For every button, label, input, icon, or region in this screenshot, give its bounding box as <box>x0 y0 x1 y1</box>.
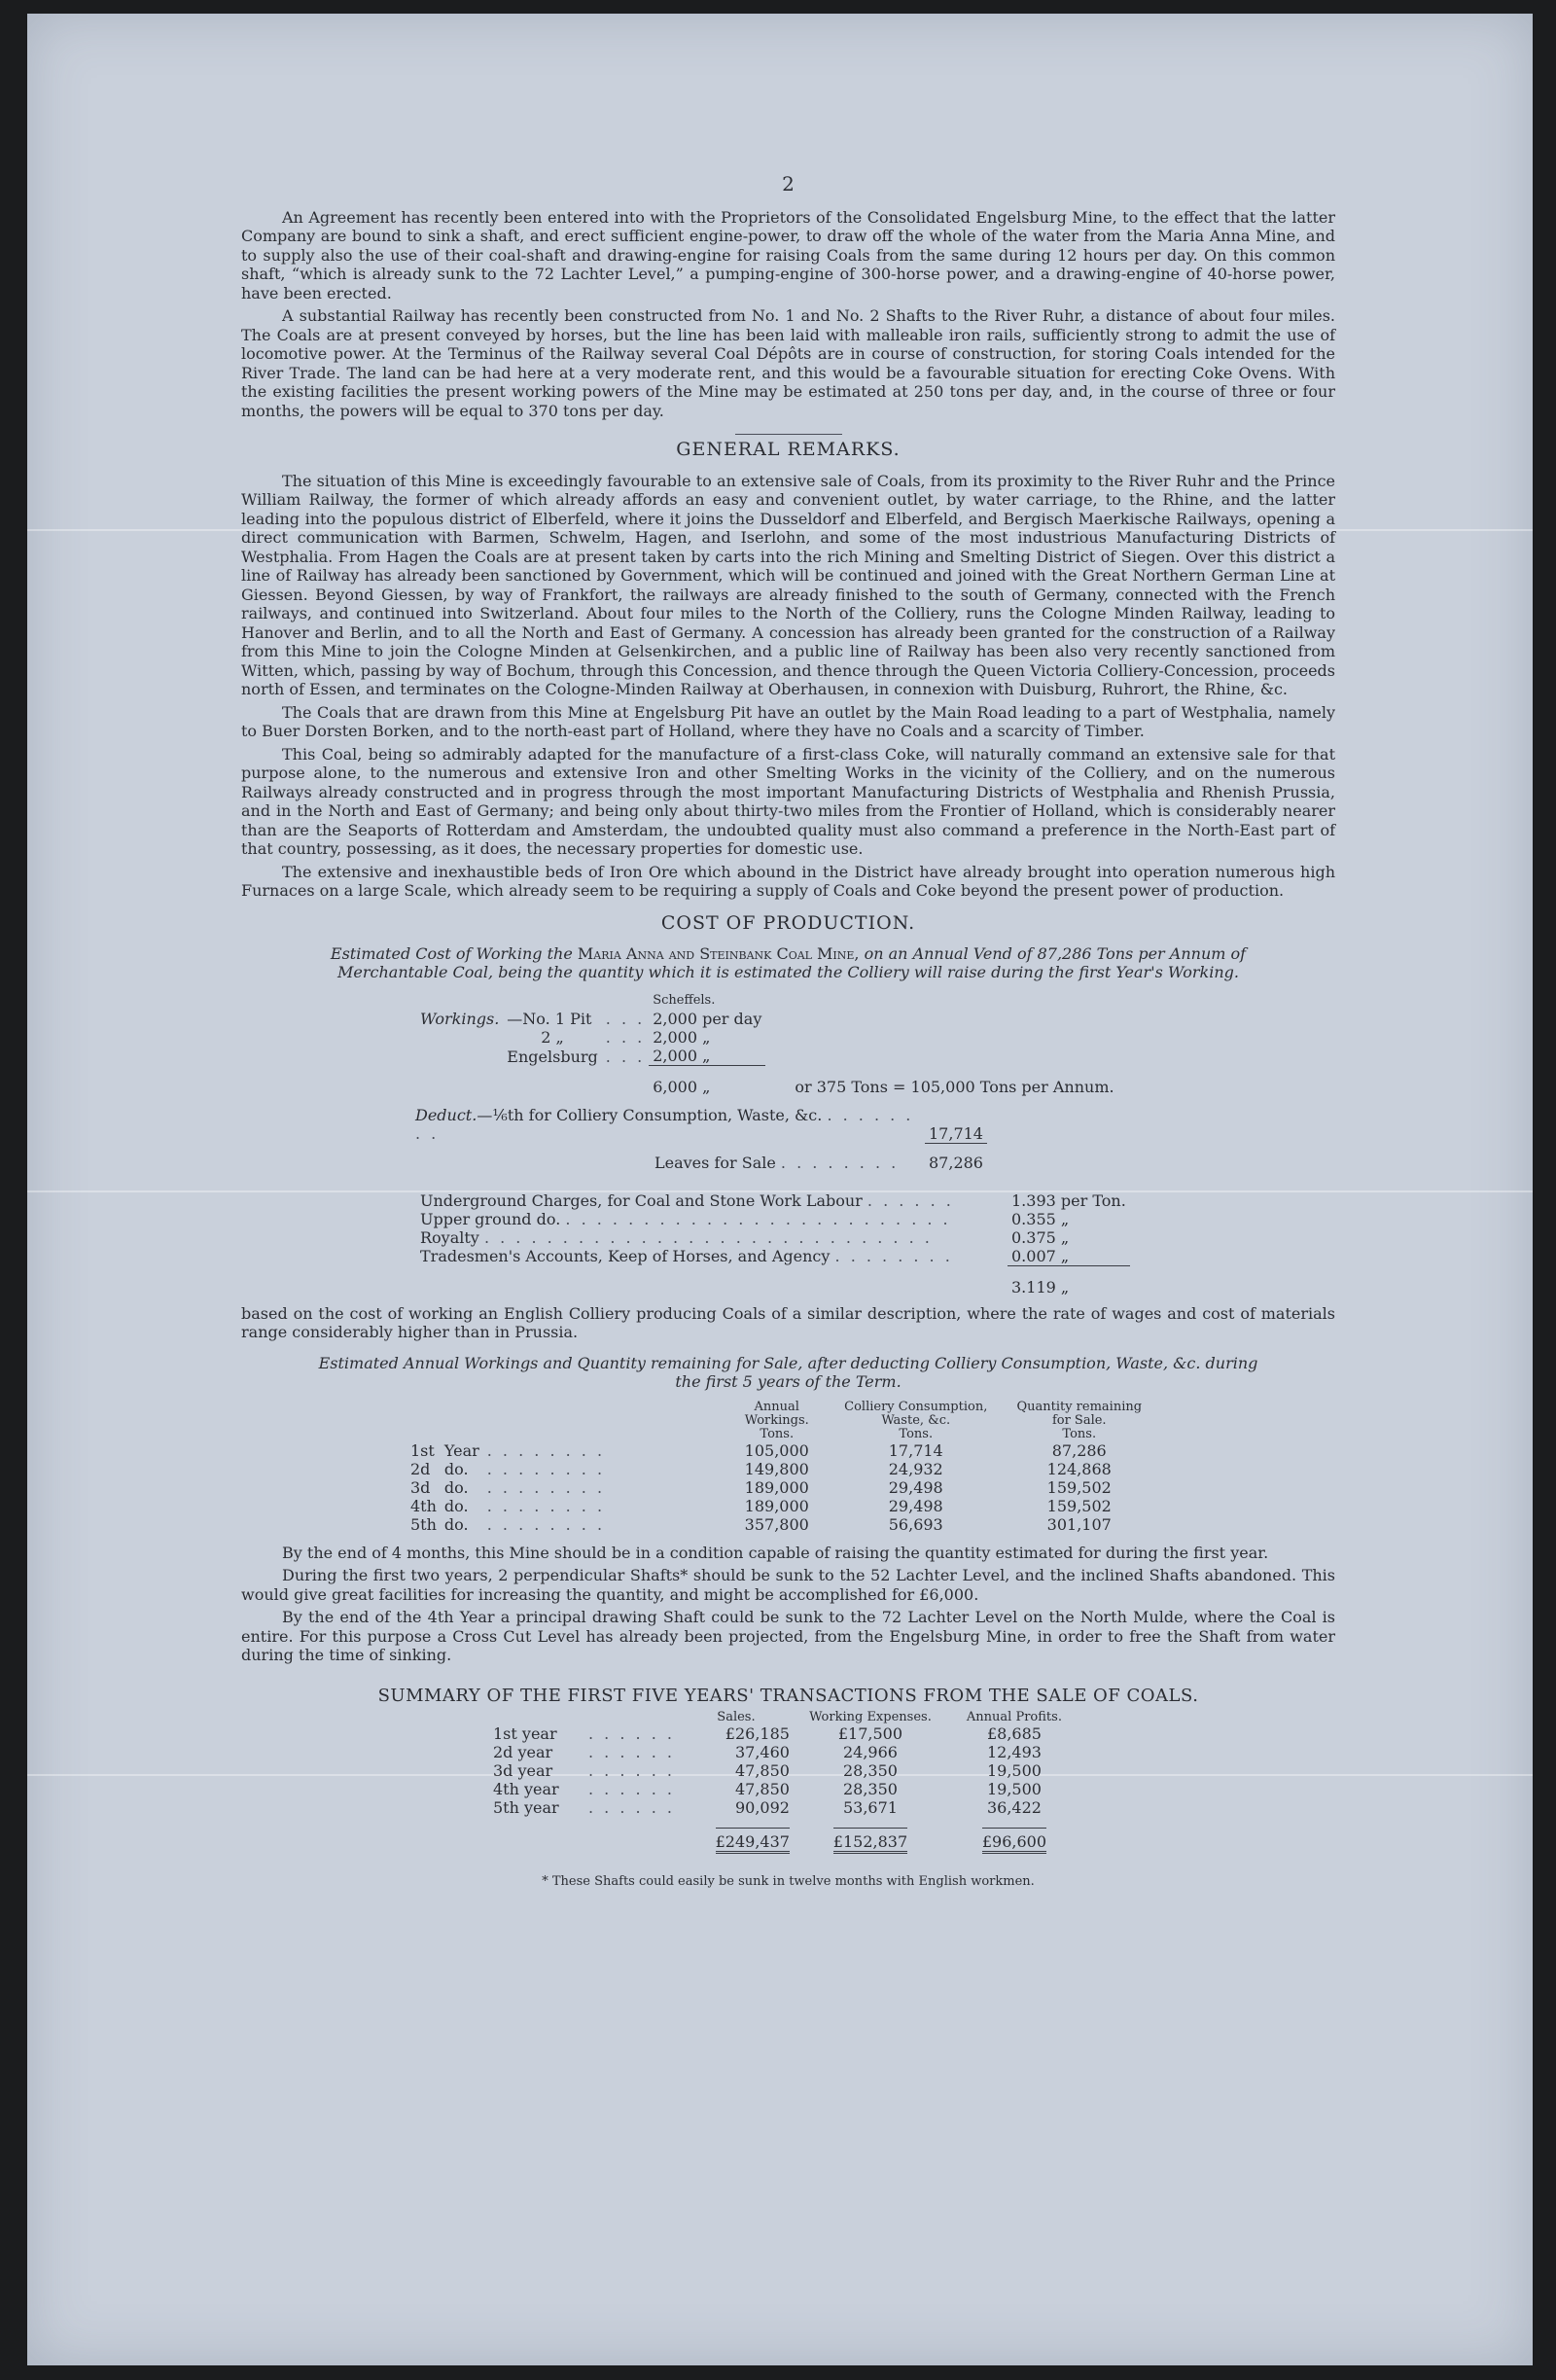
annual-workings: 357,800 <box>744 1514 809 1534</box>
workings-item: —No. 1 Pit <box>507 1010 592 1028</box>
leader-dots: . . . . . . . . . . . . . . . . . . . . . . . . . <box>565 1209 951 1228</box>
leader-dots: . . . . . . <box>588 1798 675 1817</box>
charge-value: 1.393 per Ton. <box>1011 1190 1126 1210</box>
closing-paragraph: By the end of the 4th Year a principal drawing Shaft could be sunk to the 72 Lachter Level on the North Mulde, where the Coal is entire. For this purpose a Cross Cut Level has already been projected, from the Engelsburg Mine, in order to free the Shaft from water during the time of sinking. <box>241 1608 1335 1664</box>
table-row <box>411 1106 987 1143</box>
cost-basis: based on the cost of working an English Colliery producing Coals of a similar description, where the rate of wages and cost of materials range considerably higher than in Prussia. <box>241 1303 1335 1341</box>
leader-dots: . . . . . . <box>866 1190 954 1210</box>
charge-value: 0.355 „ <box>1011 1209 1070 1228</box>
table-row <box>416 1010 1118 1028</box>
year-label: 1st year <box>493 1724 557 1743</box>
leader-dots: . . . <box>605 1047 646 1066</box>
leader-dots: . . . . . . . . <box>486 1477 606 1497</box>
table-row <box>489 1761 1081 1780</box>
closing-paragraph: During the first two years, 2 perpendicular Shafts* should be sunk to the 52 Lachter Level, and the inclined Shafts abandoned. This would give great facilities for increasing the quantity, and might be accomplished for £6,000. <box>241 1566 1335 1604</box>
deduct-text: —¹⁄₆th for Colliery Consumption, Waste, &c. <box>477 1106 823 1124</box>
closing-paragraph: By the end of 4 months, this Mine should be in a condition capable of raising the quantity estimated for during the first year. <box>282 1543 1269 1562</box>
deduct-value: 17,714 <box>929 1123 983 1143</box>
cost-caption <box>309 944 1267 981</box>
table-header-row <box>407 1428 1156 1441</box>
table-row <box>489 1798 1081 1817</box>
table-row <box>489 1724 1081 1743</box>
profits-value: 19,500 <box>986 1780 1042 1798</box>
remarks-paragraph: This Coal, being so admirably adapted for the manufacture of a first-class Coke, will naturally command an extensive sale for that purpose alone, to the numerous and extensive Iron and other Smelting Works in the vicinity of the Colliery, and on the numerous Railways already constructed and in progress through the most important Manufacturing Districts of Westphalia and Rhenish Prussia, and in the North and East of Germany; and being only about thirty-two miles from the Frontier of Holland, which is considerably nearer than are the Seaports of Rotterdam and Amsterdam, the undoubted quality must also command a preference in the North-East part of that country, possessing, as it does, the necessary properties for domestic use. <box>241 744 1335 858</box>
page-content <box>241 172 1335 1892</box>
remaining-for-sale: 301,107 <box>1046 1514 1112 1534</box>
charge-value: 0.375 „ <box>1011 1227 1070 1247</box>
table-row <box>489 1780 1081 1798</box>
leaves-value: 87,286 <box>925 1143 987 1172</box>
annual-table <box>407 1401 1156 1534</box>
annual-workings: 189,000 <box>744 1496 809 1515</box>
charges-table <box>416 1191 1130 1297</box>
charges-total: 3.119 „ <box>1008 1265 1130 1297</box>
page-number: 2 <box>782 172 795 195</box>
year-word: do. <box>443 1514 469 1534</box>
table-row <box>416 1210 1130 1228</box>
profits-total: £96,600 <box>982 1828 1046 1854</box>
workings-table <box>416 991 1118 1096</box>
annual-caption: Estimated Annual Workings and Quantity remaining for Sale, after deducting Colliery Consumption, Waste, &c. during the first 5 years of the Term. <box>318 1353 1258 1391</box>
consumption: 29,498 <box>888 1477 943 1497</box>
sales-value: £26,185 <box>725 1724 790 1743</box>
summary-table <box>489 1711 1081 1851</box>
remaining-for-sale: 159,502 <box>1046 1496 1112 1515</box>
table-row <box>416 1066 1118 1097</box>
profits-value: 19,500 <box>986 1761 1042 1780</box>
intro-paragraph: An Agreement has recently been entered into with the Proprietors of the Consolidated Engelsburg Mine, to the effect that the latter Company are bound to sink a shaft, and erect sufficient engine-power, to draw off the whole of the water from the Maria Anna Mine, and to supply also the use of their coal-shaft and drawing-engine for raising Coals from the same during 12 hours per day. On this common shaft, “which is already sunk to the 72 Lachter Level,” a pumping-engine of 300-horse power, and a drawing-engine of 40-horse power, have been erected. <box>241 207 1335 302</box>
charge-label: Tradesmen's Accounts, Keep of Horses, and Agency <box>420 1247 831 1265</box>
annual-workings: 105,000 <box>744 1440 809 1460</box>
expenses-value: 28,350 <box>842 1780 898 1798</box>
year-ordinal: 2d <box>410 1459 431 1478</box>
leader-dots: . . . . . . <box>588 1780 675 1798</box>
leader-dots: . . . . . . . . <box>486 1514 606 1534</box>
charge-label: Royalty <box>420 1227 479 1247</box>
leader-dots: . . . . . . . . <box>834 1247 953 1265</box>
leader-dots: . . . <box>605 1010 646 1028</box>
remarks-paragraph: The situation of this Mine is exceedingly favourable to an extensive sale of Coals, from its proximity to the River Ruhr and the Prince William Railway, the former of which already affords an easy and convenient outlet, by water carriage, to the Rhine, and the latter leading into the populous district of Elberfeld, where it joins the Dusseldorf and Elberfeld, and Bergisch Maerkische Railways, opening a direct communication with Barmen, Schwelm, Hagen, and Iserlohn, and some of the most industrious Manufacturing Districts of Westphalia. From Hagen the Coals are at present taken by carts into the rich Mining and Smelting District of Siegen. Over this district a line of Railway has already been sanctioned by Government, which will be continued and joined with the Great Northern German Line at Giessen. Beyond Giessen, by way of Frankfort, the railways are already finished to the south of Germany, connected with the French railways, and continued into Switzerland. About four miles to the North of the Colliery, runs the Cologne Minden Railway, leading to Hanover and Berlin, and to all the North and East of Germany. A concession has already been granted for the construction of a Railway from this Mine to join the Cologne Minden at Gelsenkirchen, and a public line of Railway has been also very recently sanctioned from Witten, which, passing by way of Bochum, through this Concession, and thence through the Queen Victoria Colliery-Concession, proceeds north of Essen, and terminates on the Cologne-Minden Railway at Oberhausen, in connexion with Duisburg, Ruhrort, the Rhine, &c. <box>241 471 1335 698</box>
year-label: 5th year <box>493 1798 559 1817</box>
deduct-label: Deduct. <box>415 1106 477 1124</box>
remaining-for-sale: 87,286 <box>1051 1440 1107 1460</box>
workings-item: 2 „ <box>541 1028 564 1047</box>
year-word: do. <box>443 1459 469 1478</box>
summary-heading: SUMMARY OF THE FIRST FIVE YEARS' TRANSACTIONS FROM THE SALE OF COALS. <box>377 1685 1199 1706</box>
year-ordinal: 4th <box>410 1496 437 1515</box>
sales-value: 37,460 <box>734 1743 790 1761</box>
consumption: 29,498 <box>888 1496 943 1515</box>
year-label: 3d year <box>493 1761 553 1780</box>
total-tons: or 375 Tons = 105,000 Tons per Annum. <box>795 1078 1114 1096</box>
year-ordinal: 1st <box>410 1440 435 1460</box>
scheffels-header: Scheffels. <box>653 993 716 1008</box>
column-header: Working Expenses. <box>809 1710 932 1724</box>
unit-label: Tons. <box>899 1426 934 1441</box>
profits-value: 12,493 <box>986 1743 1042 1761</box>
leader-dots: . . . . . . . . <box>486 1440 606 1460</box>
table-row <box>411 1143 987 1172</box>
cost-caption-text: on an Annual Vend of 87,286 Tons per Annum of Merchantable Coal, being the quantity which it is estimated the Colliery will raise during the first Year's Working. <box>337 944 1247 981</box>
table-row <box>407 1460 1156 1478</box>
unit-label: Tons. <box>760 1426 795 1441</box>
general-remarks-heading: GENERAL REMARKS. <box>676 439 901 460</box>
year-ordinal: 3d <box>410 1477 431 1497</box>
table-row <box>489 1743 1081 1761</box>
year-ordinal: 5th <box>410 1514 437 1534</box>
year-word: do. <box>443 1496 469 1515</box>
unit-label: Tons. <box>1062 1426 1097 1441</box>
sales-value: 90,092 <box>734 1798 790 1817</box>
table-row <box>416 1228 1130 1247</box>
table-row <box>416 1247 1130 1266</box>
table-row <box>416 1191 1130 1210</box>
column-header: Quantity remaining for Sale. <box>1016 1399 1143 1428</box>
leader-dots: . . . <box>605 1028 646 1047</box>
table-row <box>416 1265 1130 1297</box>
leader-dots: . . . . . . <box>588 1761 675 1780</box>
consumption: 17,714 <box>888 1440 943 1460</box>
table-row <box>407 1515 1156 1534</box>
cost-caption-text: Estimated Cost of Working the <box>330 944 578 963</box>
remarks-paragraph: The Coals that are drawn from this Mine at Engelsburg Pit have an outlet by the Main Road leading to a part of Westphalia, namely to Buer Dorsten Borken, and to the north-east part of Holland, where they have no Coals and a scarcity of Timber. <box>241 702 1335 740</box>
year-label: 2d year <box>493 1743 553 1761</box>
total-scheffels: 6,000 „ <box>649 1066 765 1097</box>
annual-workings: 189,000 <box>744 1477 809 1497</box>
workings-item: Engelsburg <box>507 1047 598 1066</box>
column-header: Colliery Consumption, Waste, &c. <box>844 1399 988 1428</box>
workings-label: Workings. <box>420 1010 500 1028</box>
workings-value: 2,000 per day <box>653 1010 762 1028</box>
mine-name: Maria Anna and Steinbank Coal Mine, <box>577 944 860 963</box>
charge-label: Upper ground do. <box>420 1209 561 1228</box>
table-row <box>407 1478 1156 1497</box>
column-header: Annual Profits. <box>966 1710 1062 1724</box>
footnote: * These Shafts could easily be sunk in twelve months with English workmen. <box>542 1874 1035 1889</box>
workings-value: 2,000 „ <box>653 1047 711 1065</box>
expenses-value: £17,500 <box>837 1724 903 1743</box>
leader-dots: . . . . . . <box>588 1724 675 1743</box>
section-divider <box>735 434 842 435</box>
table-row <box>407 1441 1156 1460</box>
remarks-paragraph: The extensive and inexhaustible beds of Iron Ore which abound in the District have already brought into operation numerous high Furnaces on a large Scale, which already seem to be requiring a supply of Coals and Coke beyond the present power of production. <box>241 862 1335 900</box>
sales-value: 47,850 <box>734 1761 790 1780</box>
leader-dots: . . . . . . . . <box>415 1106 914 1143</box>
column-header: Annual Workings. <box>744 1399 809 1428</box>
deduct-table <box>411 1106 987 1172</box>
expenses-value: 53,671 <box>842 1798 898 1817</box>
intro-paragraph: A substantial Railway has recently been constructed from No. 1 and No. 2 Shafts to the River Ruhr, a distance of about four miles. The Coals are at present conveyed by horses, but the line has been laid with malleable iron rails, sufficiently strong to admit the use of locomotive power. At the Terminus of the Railway several Coal Dépôts are in course of construction, for storing Coals intended for the River Trade. The land can be had here at a very moderate rent, and this would be a favourable situation for erecting Coke Ovens. With the existing facilities the present working powers of the Mine may be estimated at 250 tons per day, and, in the course of three or four months, the powers will be equal to 370 tons per day. <box>241 306 1335 420</box>
profits-value: 36,422 <box>986 1798 1042 1817</box>
year-word: Year <box>443 1440 479 1460</box>
profits-value: £8,685 <box>986 1724 1042 1743</box>
leaves-label: Leaves for Sale <box>654 1153 776 1172</box>
consumption: 24,932 <box>888 1459 943 1478</box>
sales-value: 47,850 <box>734 1780 790 1798</box>
remaining-for-sale: 124,868 <box>1046 1459 1112 1478</box>
year-label: 4th year <box>493 1780 559 1798</box>
leader-dots: . . . . . . . . <box>486 1496 606 1515</box>
table-row <box>407 1497 1156 1515</box>
charge-label: Underground Charges, for Coal and Stone Work Labour <box>420 1190 863 1210</box>
table-total-row <box>489 1817 1081 1851</box>
remaining-for-sale: 159,502 <box>1046 1477 1112 1497</box>
leader-dots: . . . . . . . . . . . . . . . . . . . . . . . . . . . . . <box>483 1227 933 1247</box>
expenses-value: 24,966 <box>842 1743 898 1761</box>
leader-dots: . . . . . . <box>588 1743 675 1761</box>
annual-workings: 149,800 <box>744 1459 809 1478</box>
year-word: do. <box>443 1477 469 1497</box>
column-header: Sales. <box>717 1710 756 1724</box>
expenses-value: 28,350 <box>842 1761 898 1780</box>
sales-total: £249,437 <box>716 1828 790 1854</box>
table-header-row <box>407 1401 1156 1428</box>
workings-value: 2,000 „ <box>653 1028 711 1047</box>
table-row <box>416 1047 1118 1066</box>
leader-dots: . . . . . . . . <box>780 1153 900 1172</box>
consumption: 56,693 <box>888 1514 943 1534</box>
cost-heading: COST OF PRODUCTION. <box>660 911 916 934</box>
expenses-total: £152,837 <box>833 1828 907 1854</box>
table-row <box>416 1028 1118 1047</box>
table-header-row <box>489 1711 1081 1724</box>
charge-value: 0.007 „ <box>1011 1246 1070 1265</box>
leader-dots: . . . . . . . . <box>486 1459 606 1478</box>
